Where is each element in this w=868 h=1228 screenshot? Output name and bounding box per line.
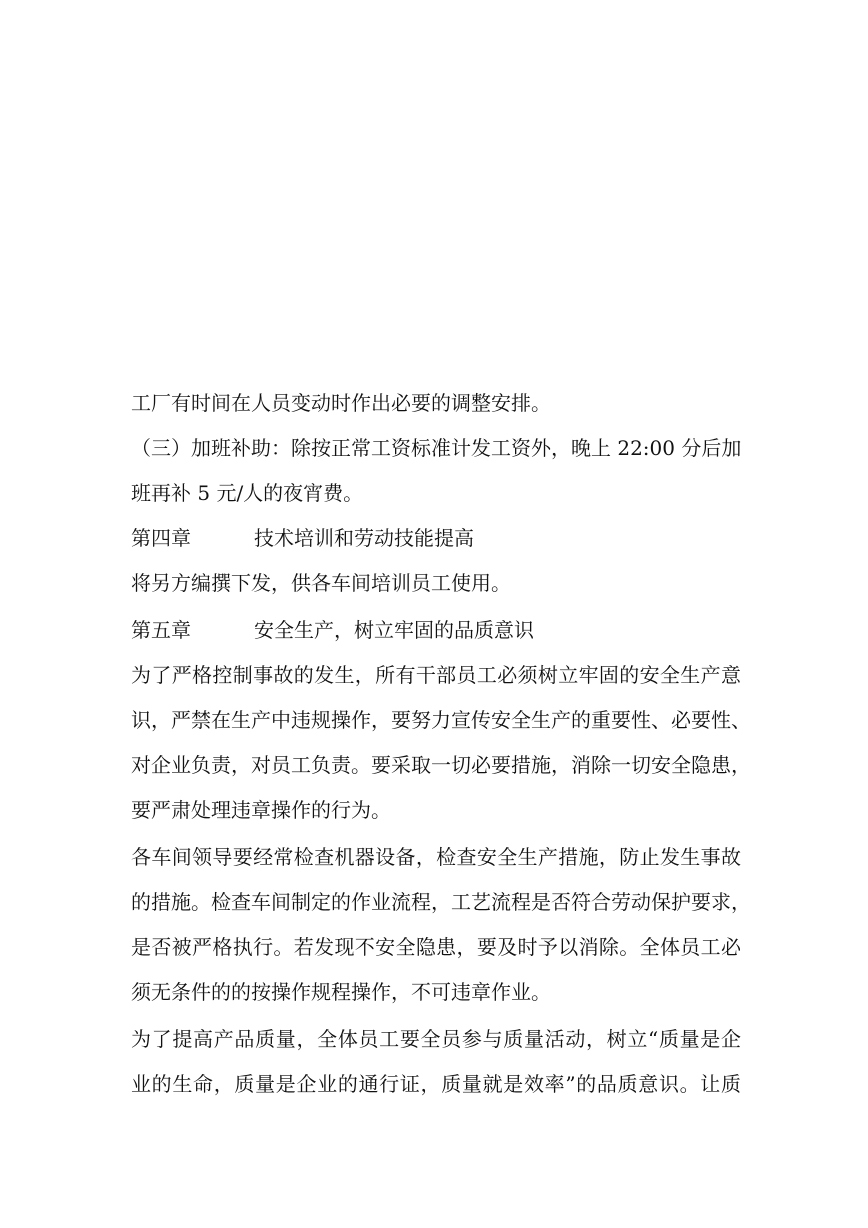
text-line: 班再补 5 元/人的夜宵费。: [131, 481, 364, 505]
text-line: 为了提高产品质量，全体员工要全员参与质量活动，树立“质量是企: [131, 1027, 741, 1051]
text-line: 要严肃处理违章操作的行为。: [131, 798, 391, 822]
chapter-five-title: 安全生产，树立牢固的品质意识: [254, 618, 534, 642]
text-line: 是否被严格执行。若发现不安全隐患，要及时予以消除。全体员工必: [131, 935, 741, 959]
text-line: 识，严禁在生产中违规操作，要努力宣传安全生产的重要性、必要性、: [131, 708, 751, 732]
text-line: 将另方编撰下发，供各车间培训员工使用。: [131, 571, 511, 595]
text-line: 为了严格控制事故的发生，所有干部员工必须树立牢固的安全生产意: [131, 663, 741, 687]
chapter-four-title: 技术培训和劳动技能提高: [254, 526, 474, 550]
chapter-four-heading: [131, 524, 741, 552]
text-line: 须无条件的的按操作规程操作，不可违章作业。: [131, 980, 551, 1004]
text-line: 工厂有时间在人员变动时作出必要的调整安排。: [131, 391, 551, 415]
chapter-four-number: 第四章: [131, 526, 191, 550]
chapter-five-heading: [131, 616, 741, 644]
text-line: （三）加班补助：除按正常工资标准计发工资外，晚上 22:00 分后加: [131, 436, 742, 460]
text-line: 各车间领导要经常检查机器设备，检查安全生产措施，防止发生事故: [131, 845, 741, 869]
text-line: 的措施。检查车间制定的作业流程，工艺流程是否符合劳动保护要求，: [131, 890, 751, 914]
chapter-five-number: 第五章: [131, 618, 191, 642]
text-line: 业的生命，质量是企业的通行证，质量就是效率”的品质意识。让质: [131, 1072, 741, 1096]
text-line: 对企业负责，对员工负责。要采取一切必要措施，消除一切安全隐患，: [131, 753, 751, 777]
